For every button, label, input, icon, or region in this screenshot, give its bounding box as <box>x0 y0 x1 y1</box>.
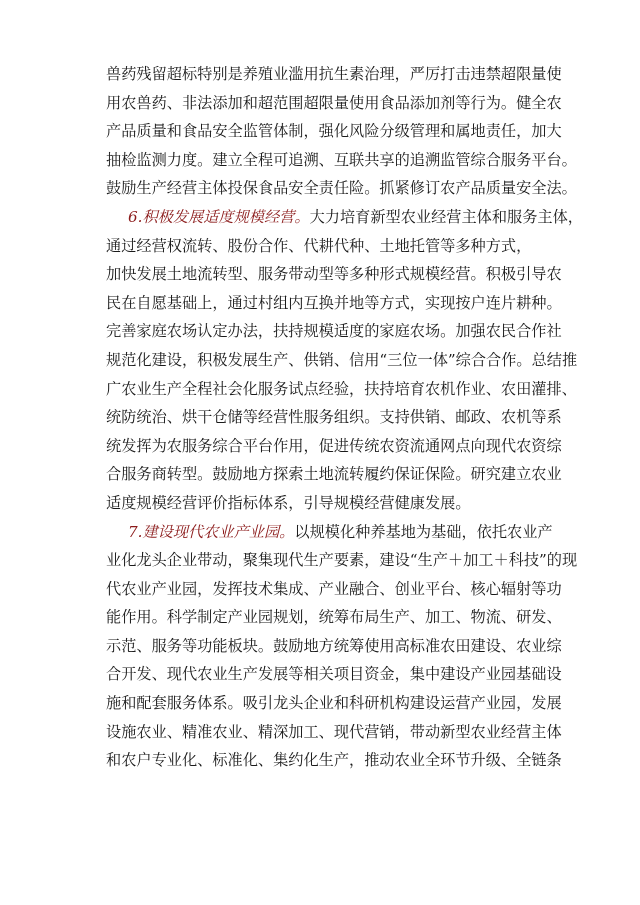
section-7-intro: 以规模化种养基地为基础，依托农业产 <box>294 522 553 541</box>
section-6-first-line <box>106 203 583 232</box>
text-line: 民在自愿基础上，通过村组内互换并地等方式，实现按户连片耕种。 <box>106 293 562 312</box>
section-7-first-line <box>106 518 553 547</box>
section-6-intro: 大力培育新型农业经营主体和服务主体， <box>309 207 583 226</box>
text-line: 能作用。科学制定产业园规划，统筹布局生产、加工、物流、研发、 <box>106 608 562 627</box>
text-line: 和农户专业化、标准化、集约化生产，推动农业全环节升级、全链条 <box>106 751 562 770</box>
text-line: 施和配套服务体系。吸引龙头企业和科研机构建设运营产业园，发展 <box>106 694 562 713</box>
text-line: 规范化建设，积极发展生产、供销、信用“三位一体”综合合作。总结推 <box>106 350 578 369</box>
text-line: 合开发、现代农业生产发展等相关项目资金，集中建设产业园基础设 <box>106 665 562 684</box>
text-line: 设施农业、精准农业、精深加工、现代营销，带动新型农业经营主体 <box>106 722 562 741</box>
section-6-heading: 6.积极发展适度规模经营。 <box>128 207 310 226</box>
text-line: 抽检监测力度。建立全程可追溯、互联共享的追溯监管综合服务平台。 <box>106 150 577 169</box>
text-line: 示范、服务等功能板块。鼓励地方统筹使用高标准农田建设、农业综 <box>106 636 562 655</box>
text-line: 用农兽药、非法添加和超范围超限量使用食品添加剂等行为。健全农 <box>106 93 562 112</box>
text-line: 产品质量和食品安全监管体制，强化风险分级管理和属地责任，加大 <box>106 122 562 141</box>
text-line: 兽药残留超标特别是养殖业滥用抗生素治理，严厉打击违禁超限量使 <box>106 65 562 83</box>
text-line: 完善家庭农场认定办法，扶持规模适度的家庭农场。加强农民合作社 <box>106 322 562 341</box>
section-7-heading: 7.建设现代农业产业园。 <box>128 522 295 541</box>
body-text <box>106 60 583 775</box>
text-line: 通过经营权流转、股份合作、代耕代种、土地托管等多种方式， <box>106 236 532 255</box>
text-line: 加快发展土地流转型、服务带动型等多种形式规模经营。积极引导农 <box>106 265 562 284</box>
text-line: 统防统治、烘干仓储等经营性服务组织。支持供销、邮政、农机等系 <box>106 408 562 427</box>
text-line: 代农业产业园，发挥技术集成、产业融合、创业平台、核心辐射等功 <box>106 579 562 598</box>
text-line: 广农业生产全程社会化服务试点经验，扶持培育农机作业、农田灌排、 <box>106 379 577 398</box>
text-line: 业化龙头企业带动，聚集现代生产要素，建设“生产＋加工＋科技”的现 <box>106 551 578 570</box>
text-line: 鼓励生产经营主体投保食品安全责任险。抓紧修订农产品质量安全法。 <box>106 179 577 198</box>
text-line: 合服务商转型。鼓励地方探索土地流转履约保证保险。研究建立农业 <box>106 465 562 484</box>
text-line: 统发挥为农服务综合平台作用，促进传统农资流通网点向现代农资综 <box>106 436 562 455</box>
text-line: 适度规模经营评价指标体系，引导规模经营健康发展。 <box>106 493 471 512</box>
